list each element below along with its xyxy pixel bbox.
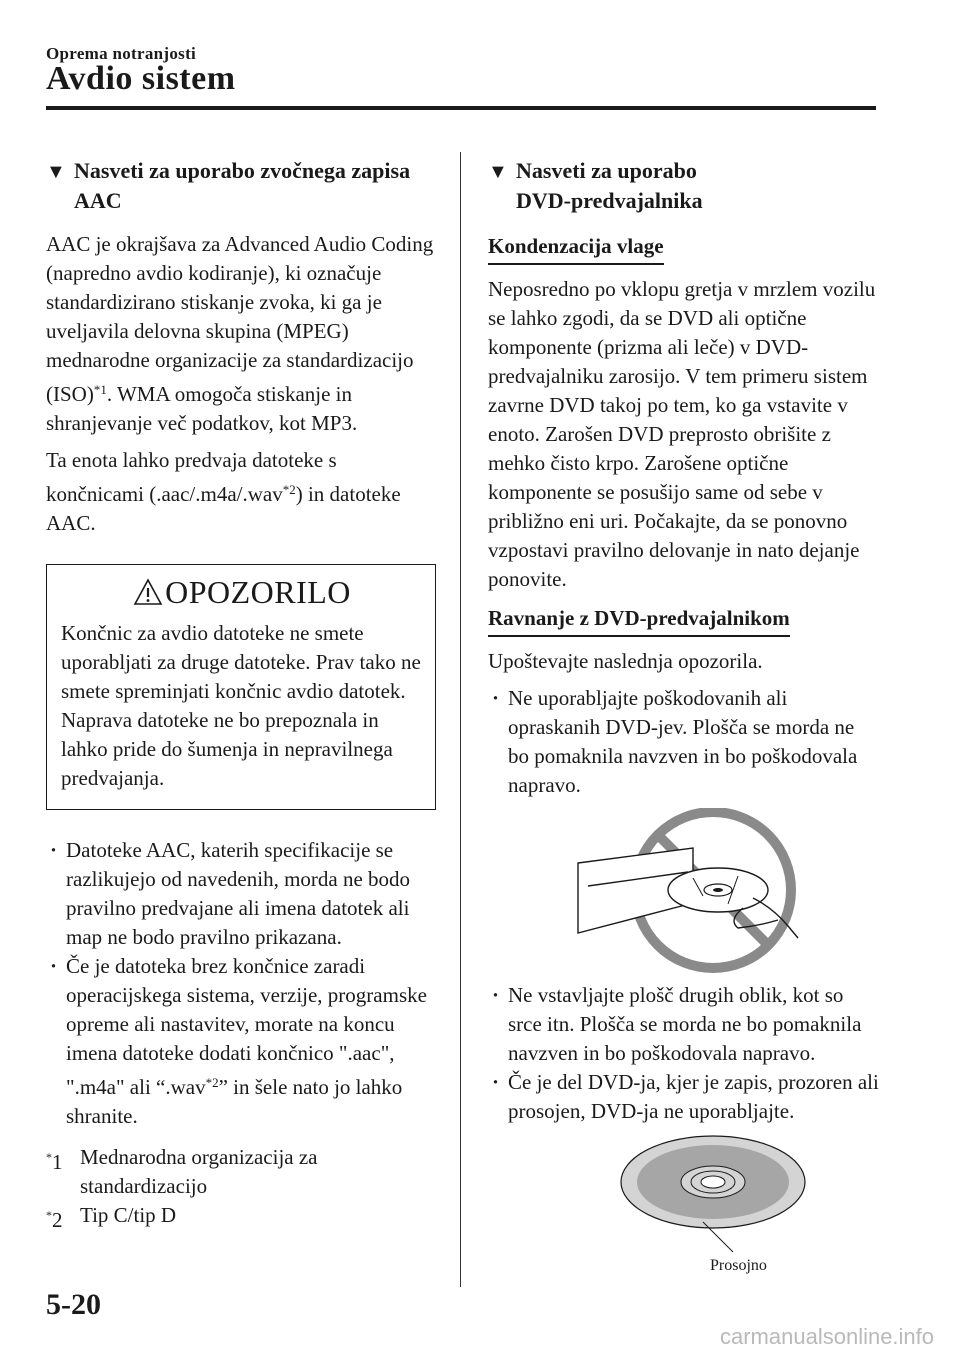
list-item: · Ne vstavljajte plošč drugih oblik, kot so srce itn. Plošča se morda ne bo pomaknila navzven in bo poškodovala napravo. [488,981,880,1068]
list-item: · Ne uporabljajte poškodovanih ali opraskanih DVD-jev. Plošča se morda ne bo pomaknila navzven in bo poškodovala napravo. [488,684,880,800]
subheading-handling: Ravnanje z DVD-predvajalnikom [488,604,790,637]
damaged-disc-prohibited-illustration [488,808,880,973]
warning-triangle-icon [133,578,163,606]
heading-line: AAC [74,188,122,213]
heading-line: DVD-predvajalnika [516,188,703,213]
warning-title: OPOZORILO [61,573,423,611]
header-rule [46,106,876,110]
list-item: · Datoteke AAC, katerih specifikacije se razlikujejo od navedenih, morda ne bodo pravilno predvajane ali imena datotek ali map ne bodo pravilno prikazana. [46,836,436,952]
aac-paragraph-2: Ta enota lahko predvaja datoteke s končnicami (.aac/.m4a/.wav$^{*2}$) in datoteke AAC. [46,448,401,535]
translucent-disc-illustration [488,1134,880,1274]
page-title: Avdio sistem [46,60,236,97]
aac-bullet-list [46,836,436,1131]
warning-box [46,564,436,810]
list-item: · Če je datoteka brez končnice zaradi operacijskega sistema, verzije, programske opreme ali nastavitev, morate na koncu imena datoteke dodati končnico ".aac", ".m4a" ali “.wav$^{*2}$” in šele nato jo lahko shranite. [46,952,436,1131]
watermark-site: carmanualsonline.info [720,1324,935,1349]
heading-line: Nasveti za uporabo [516,158,697,183]
aac-section-heading [46,156,436,216]
dvd-bullet-list [488,684,880,800]
column-divider [460,152,461,1287]
heading-line: Nasveti za uporabo zvočnega zapisa [74,158,411,183]
right-column [488,156,880,1282]
condensation-paragraph: Neposredno po vklopu gretja v mrzlem vozilu se lahko zgodi, da se DVD ali optične komponente (prizma ali leče) v DVD-predvajalniku zarosijo. V tem primeru sistem zavrne DVD takoj po tem, ko ga vstavite v enoto. Zarošen DVD preprosto obrišite z mehko čisto krpo. Zarošene optične komponente se posušijo same od sebe v približno eni uri. Počakajte, da se ponovno vzpostavi pravilno delovanje in nato dejanje ponovite. [488,277,876,591]
handling-intro: Upoštevajte naslednja opozorila. [488,649,763,673]
footnote-2: *2 Tip C/tip D [46,1203,177,1232]
dvd-bullet-list-2 [488,981,880,1126]
disc-label: Prosojno [710,1257,767,1274]
page-number: 5-20 [46,1288,101,1321]
triangle-bullet-icon: ▼ [46,161,66,183]
aac-paragraph-1: AAC je okrajšava za Advanced Audio Coding (napredno avdio kodiranje), ki označuje standardizirano stiskanje zvoka, ki ga je uveljavila delovna skupina (MPEG) mednarodne organizacije za standardizacijo (ISO)$^{*1}$. WMA omogoča stiskanje in shranjevanje več podatkov, kot MP3. [46,232,434,435]
triangle-bullet-icon: ▼ [488,161,508,183]
left-column [46,156,436,1230]
subheading-condensation: Kondenzacija vlage [488,232,664,265]
list-item: · Če je del DVD-ja, kjer je zapis, prozoren ali prosojen, DVD-ja ne uporabljajte. [488,1068,880,1126]
footnote-1: *1 Mednarodna organizacija za standardizacijo [46,1145,318,1198]
section-kicker: Oprema notranjosti [46,44,197,63]
warning-text: Končnic za avdio datoteke ne smete uporabljati za druge datoteke. Prav tako ne smete spreminjati končnic avdio datotek. Naprava datoteke ne bo prepoznala in lahko pride do šumenja in nepravilnega predvajanja. [61,621,421,790]
dvd-section-heading [488,156,880,216]
